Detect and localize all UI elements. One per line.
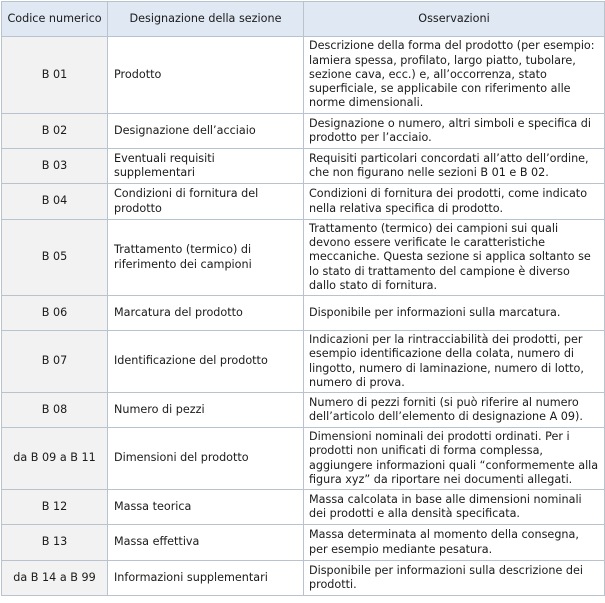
cell-code: B 06 [2,296,108,331]
cell-code: B 03 [2,149,108,184]
table-row [2,220,605,296]
cell-observations: Designazione o numero, altri simboli e specifica di prodotto per l’acciaio. [304,114,605,149]
table-row [2,37,605,114]
cell-designation: Designazione dell’acciaio [108,114,304,149]
header-observations: Osservazioni [304,2,605,37]
cell-designation: Informazioni supplementari [108,561,304,596]
sections-table [1,1,605,596]
cell-designation: Numero di pezzi [108,393,304,428]
cell-observations: Condizioni di fornitura dei prodotti, come indicato nella relativa specifica di prodotto. [304,184,605,220]
cell-code: B 08 [2,393,108,428]
cell-designation: Dimensioni del prodotto [108,428,304,490]
table-row [2,114,605,149]
cell-observations: Massa calcolata in base alle dimensioni nominali dei prodotti e alla densità specificata. [304,490,605,525]
header-row [2,2,605,37]
cell-code: B 05 [2,220,108,296]
cell-code: B 12 [2,490,108,525]
table-row [2,561,605,596]
cell-designation: Eventuali requisiti supplementari [108,149,304,184]
cell-observations: Massa determinata al momento della consegna, per esempio mediante pesatura. [304,525,605,561]
cell-designation: Massa effettiva [108,525,304,561]
table-row [2,428,605,490]
cell-designation: Marcatura del prodotto [108,296,304,331]
table-row [2,393,605,428]
cell-observations: Trattamento (termico) dei campioni sui quali devono essere verificate le caratteristiche meccaniche. Questa sezione si applica soltanto se lo stato di trattamento del campione è diverso dallo stato di fornitura. [304,220,605,296]
cell-designation: Massa teorica [108,490,304,525]
table-row [2,331,605,393]
cell-designation: Identificazione del prodotto [108,331,304,393]
cell-observations: Requisiti particolari concordati all’atto dell’ordine, che non figurano nelle sezioni B 01 e B 02. [304,149,605,184]
cell-designation: Prodotto [108,37,304,114]
table-row [2,490,605,525]
cell-designation: Trattamento (termico) di riferimento dei campioni [108,220,304,296]
cell-observations: Disponibile per informazioni sulla descrizione dei prodotti. [304,561,605,596]
cell-code: B 13 [2,525,108,561]
table-row [2,296,605,331]
table-row [2,525,605,561]
cell-observations: Numero di pezzi forniti (si può riferire al numero dell’articolo dell’elemento di designazione A 09). [304,393,605,428]
cell-observations: Descrizione della forma del prodotto (per esempio: lamiera spessa, profilato, largo piatto, tubolare, sezione cava, ecc.) e, all’occorrenza, stato superficiale, se applicabile con riferimento alle norme dimensionali. [304,37,605,114]
cell-observations: Disponibile per informazioni sulla marcatura. [304,296,605,331]
header-code: Codice numerico [2,2,108,37]
cell-code: da B 09 a B 11 [2,428,108,490]
table-row [2,149,605,184]
cell-code: B 07 [2,331,108,393]
cell-observations: Indicazioni per la rintracciabilità dei prodotti, per esempio identificazione della colata, numero di lingotto, numero di laminazione, numero di lotto, numero di prova. [304,331,605,393]
cell-code: da B 14 a B 99 [2,561,108,596]
cell-code: B 02 [2,114,108,149]
cell-code: B 04 [2,184,108,220]
cell-designation: Condizioni di fornitura del prodotto [108,184,304,220]
cell-observations: Dimensioni nominali dei prodotti ordinati. Per i prodotti non unificati di forma complessa, aggiungere informazioni quali “conformemente alla figura xyz” da riportare nei documenti allegati. [304,428,605,490]
header-designation: Designazione della sezione [108,2,304,37]
table-row [2,184,605,220]
cell-code: B 01 [2,37,108,114]
